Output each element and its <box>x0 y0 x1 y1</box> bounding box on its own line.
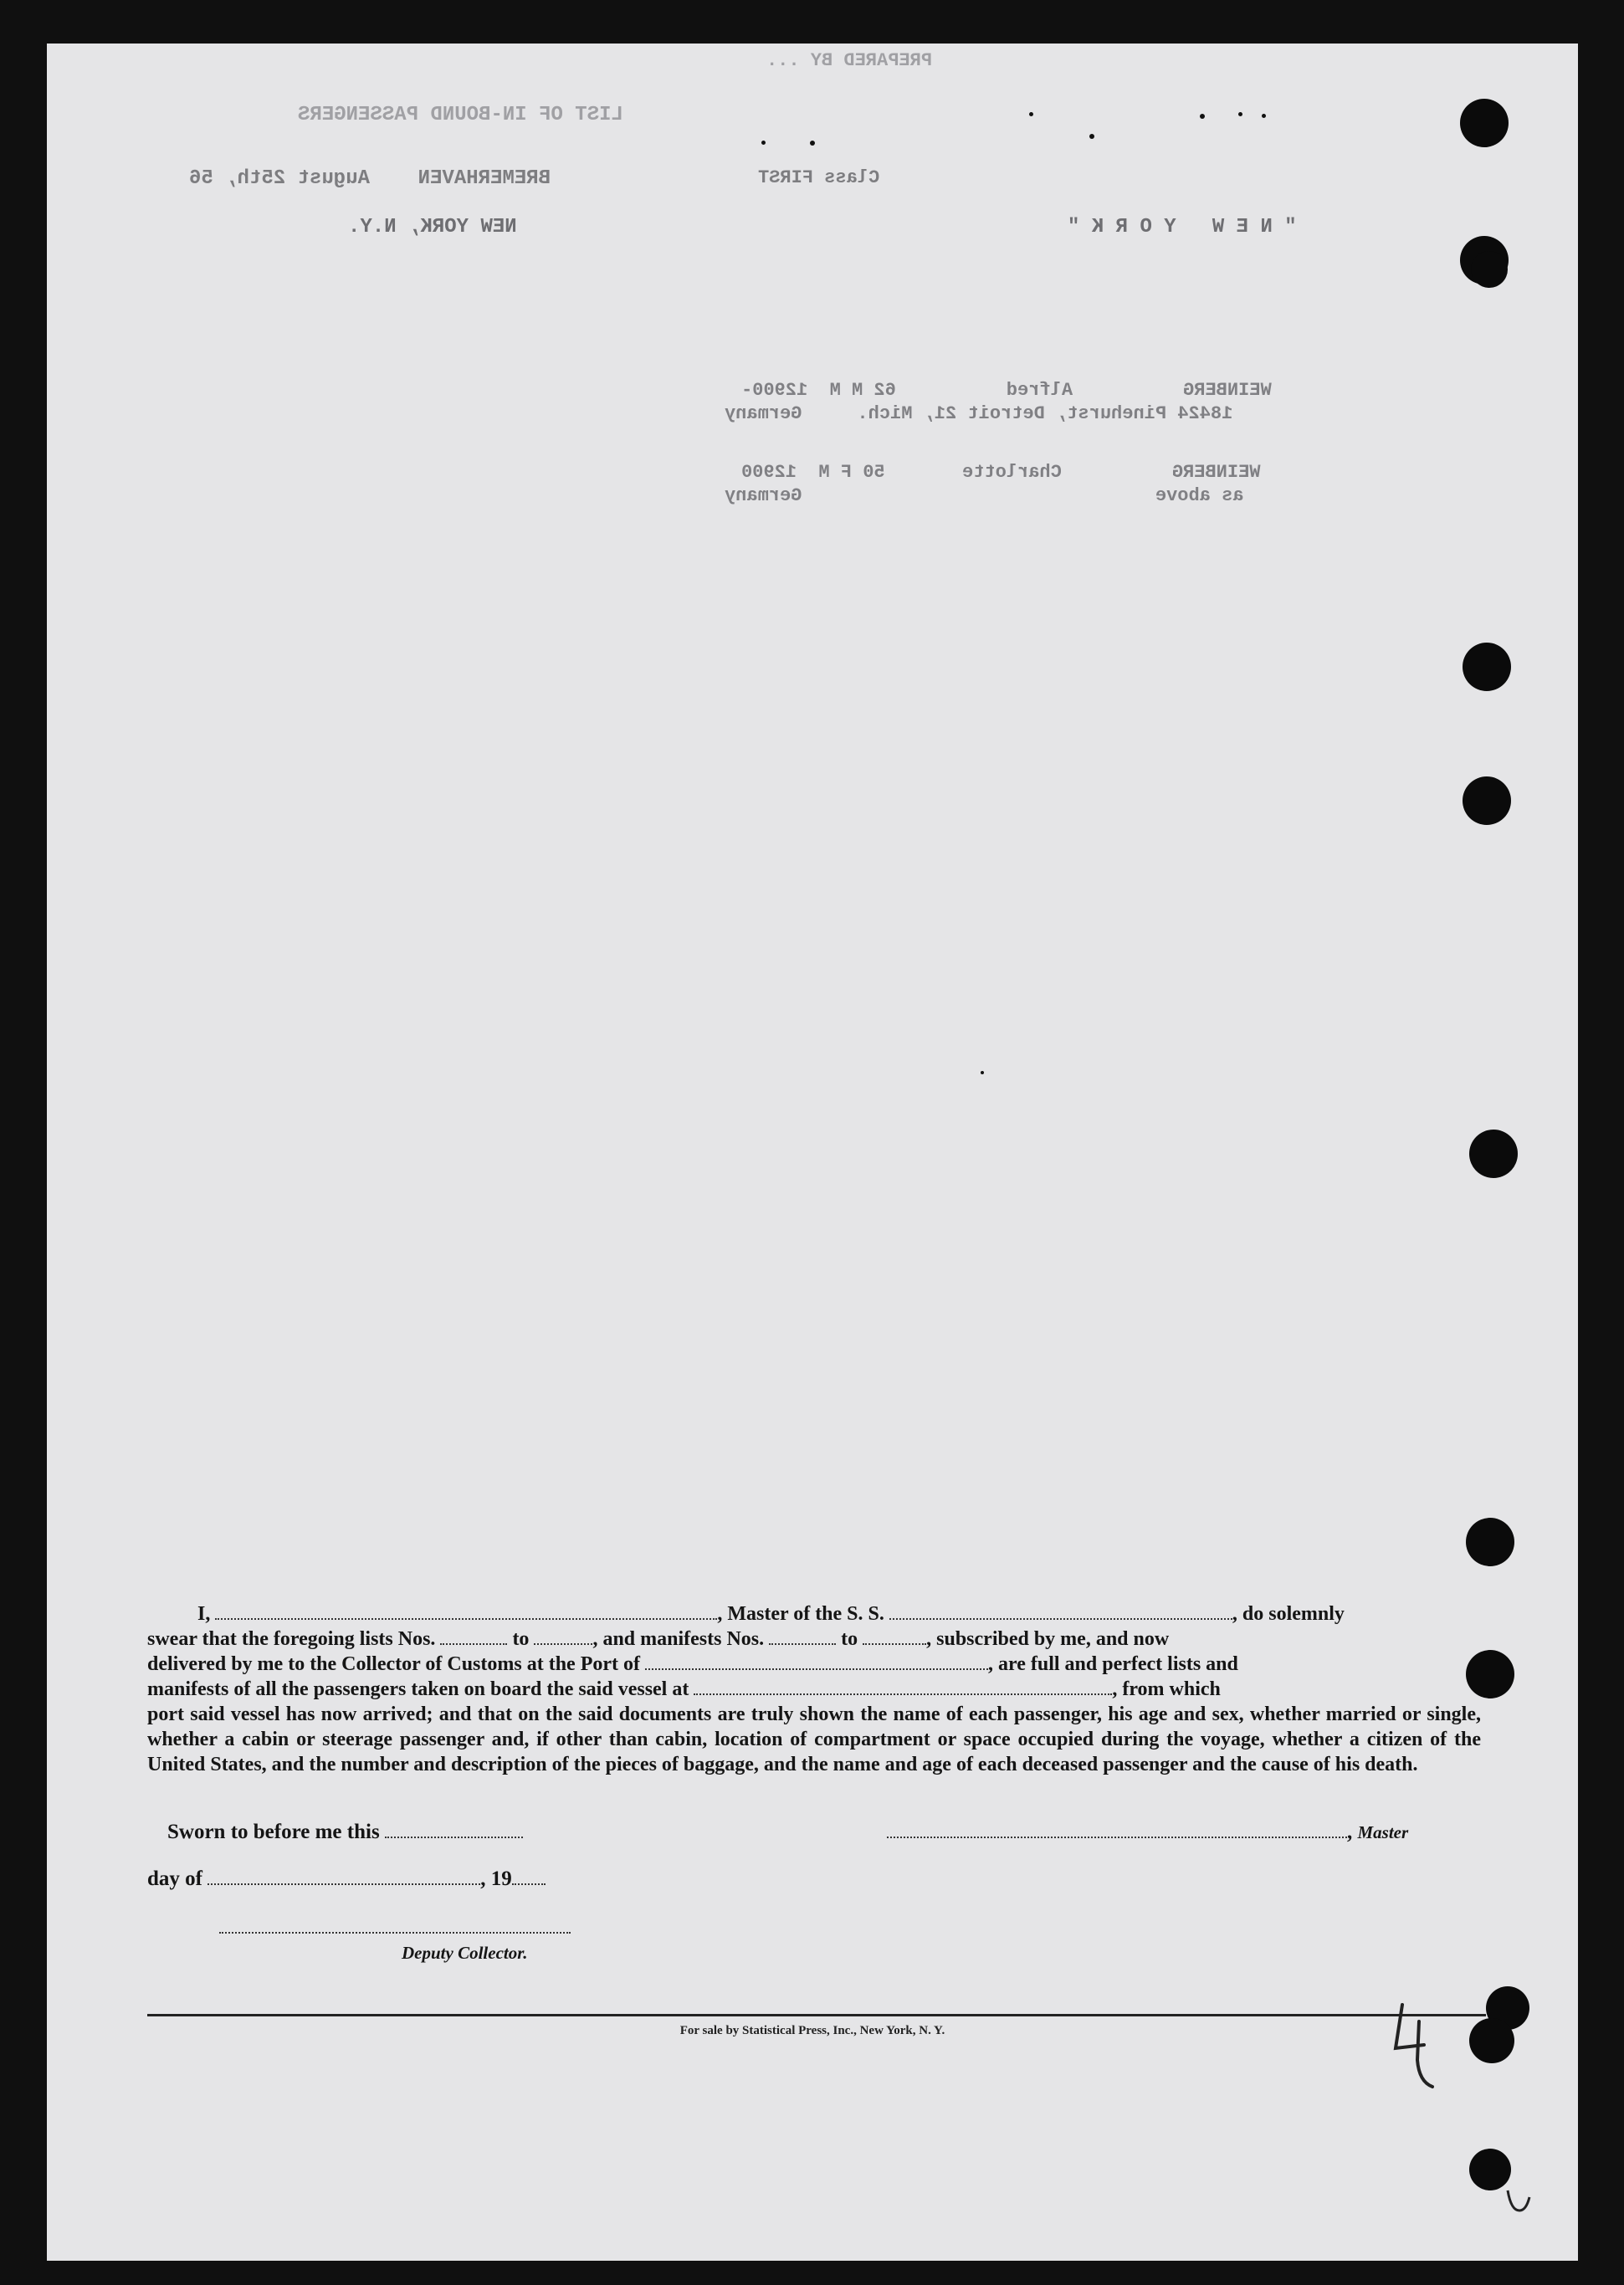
oath-text: to <box>841 1628 858 1650</box>
punch-hole <box>1460 99 1509 147</box>
ink-speck <box>810 141 815 146</box>
ink-speck <box>1238 112 1242 116</box>
handwritten-number <box>1386 2000 1461 2092</box>
oath-line-3 <box>147 1652 1481 1677</box>
ink-speck <box>981 1071 984 1074</box>
year-prefix: , 19 <box>480 1867 512 1890</box>
bleed-class: Class FIRST <box>758 167 880 188</box>
bleed-entry-2-address: as above Germany <box>725 485 1244 506</box>
year-field[interactable] <box>512 1868 546 1885</box>
footer-rule <box>147 2014 1486 2016</box>
bleed-entry-1-name: WEINBERG Alfred 62 M M 12900- <box>741 380 1272 401</box>
bleed-header-1: PREPARED BY ... <box>766 50 933 71</box>
bleed-destination: NEW YORK, N.Y. <box>348 216 517 238</box>
oath-line-2 <box>147 1627 1481 1652</box>
ink-speck <box>1200 114 1205 119</box>
master-label: Master <box>1357 1822 1409 1842</box>
bleed-vessel: " N E W Y O R K " <box>1068 216 1297 238</box>
lists-from-field[interactable] <box>440 1628 507 1645</box>
deputy-collector-label: Deputy Collector. <box>402 1943 528 1963</box>
oath-text: , do solemnly <box>1232 1603 1345 1625</box>
punch-hole <box>1469 1130 1518 1178</box>
bleed-port-date: BREMERHAVEN August 25th, 56 <box>189 167 551 190</box>
oath-paragraph <box>147 1601 1481 1777</box>
oath-line-5: port said vessel has now arrived; and that on the said documents are truly shown the name of each passenger, his age and sex, whether married or single, whether a cabin or steerage passenger and, if other than cabin, location of compartment or space occupied during the voyage, whether a citizen of the United States, and the number and description of the pieces of baggage, and the name and age of each deceased passenger and the cause of his death. <box>147 1704 1481 1775</box>
master-name-field[interactable] <box>215 1603 717 1620</box>
ink-speck <box>1029 112 1033 116</box>
master-signature-field[interactable] <box>887 1821 1347 1838</box>
sworn-day-field[interactable] <box>385 1821 523 1838</box>
embark-port-field[interactable] <box>694 1678 1112 1695</box>
oath-text: delivered by me to the Collector of Customs at the Port of <box>147 1653 640 1675</box>
sworn-line <box>167 1821 523 1844</box>
ink-speck <box>1262 114 1266 118</box>
oath-text: , are full and perfect lists and <box>987 1653 1238 1675</box>
master-signature-line: , Master <box>887 1821 1408 1844</box>
manifests-from-field[interactable] <box>769 1628 836 1645</box>
bleed-header-2: LIST OF IN-BOUND PASSENGERS <box>298 104 623 126</box>
oath-text: , Master of the S. S. <box>717 1603 884 1625</box>
day-of-label: day of <box>147 1867 202 1890</box>
footer-imprint: For sale by Statistical Press, Inc., New York, N. Y. <box>679 2024 945 2037</box>
oath-text: , and manifests Nos. <box>592 1628 765 1650</box>
vessel-name-field[interactable] <box>889 1603 1232 1620</box>
month-field[interactable] <box>207 1868 480 1885</box>
oath-text: I, <box>197 1603 211 1625</box>
ink-speck <box>1089 134 1094 139</box>
punch-hole <box>1463 776 1511 825</box>
punch-hole <box>1471 251 1508 288</box>
oath-text: to <box>512 1628 530 1650</box>
sworn-label: Sworn to before me this <box>167 1821 380 1843</box>
punch-hole <box>1463 643 1511 691</box>
bleed-entry-2-name: WEINBERG Charlotte 50 F M 12900 <box>741 462 1261 483</box>
manifests-to-field[interactable] <box>863 1628 926 1645</box>
deputy-line <box>219 1916 571 1939</box>
document-page <box>47 44 1578 2261</box>
oath-line-4 <box>147 1677 1481 1702</box>
punch-hole <box>1469 2149 1511 2190</box>
oath-text: , from which <box>1112 1678 1221 1700</box>
oath-text: , subscribed by me, and now <box>926 1628 1170 1650</box>
bleed-entry-1-address: 18424 Pinehurst, Detroit 21, Mich. Germany <box>725 403 1233 424</box>
lists-to-field[interactable] <box>534 1628 592 1645</box>
deputy-signature-field[interactable] <box>219 1917 571 1934</box>
oath-text: manifests of all the passengers taken on board the said vessel at <box>147 1678 689 1700</box>
ink-squiggle <box>1504 2185 1538 2219</box>
oath-text: swear that the foregoing lists Nos. <box>147 1628 436 1650</box>
oath-line-1 <box>147 1601 1481 1627</box>
ink-speck <box>761 141 766 145</box>
punch-hole <box>1466 1518 1514 1566</box>
port-field[interactable] <box>645 1653 988 1670</box>
day-of-line <box>147 1867 546 1891</box>
